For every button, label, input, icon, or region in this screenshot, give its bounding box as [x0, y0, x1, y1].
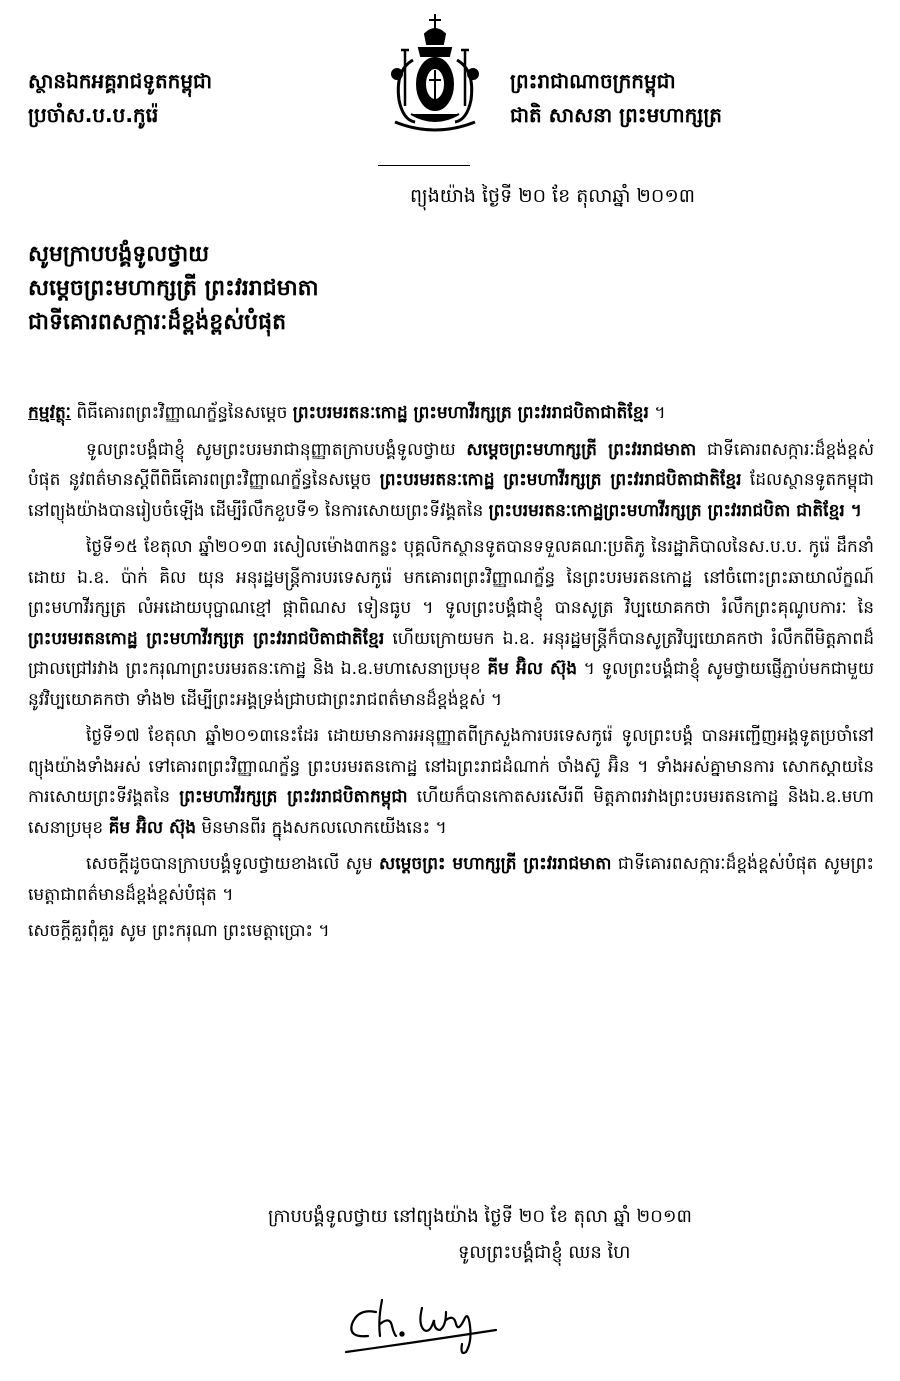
kingdom-header [510, 68, 722, 136]
embassy-header [28, 68, 212, 136]
letter-date: ព្យុងយ៉ាង ថ្ងៃទី ២០ ខែ តុលាឆ្នាំ ២០១៣ [410, 185, 695, 207]
subject-label: កម្មវត្ថុៈ [28, 403, 71, 423]
para2-text-3: ។ ទូលព្រះបង្គំជាខ្ញុំ សូមថ្វាយផ្ញើភ្ជាប់មកជាមួយ នូវវិប្បយោគកថា ទាំង២ ដើម្បីព្រះអង្គទ្រង់ជ្រាបជាព្រះរាជពត៌មានដ៏ខ្ពង់ខ្ពស់ ។ [28, 659, 875, 710]
closing-line: សេចក្តីគួរពុំគួរ សូម ព្រះករុណា ព្រះមេត្តាប្រោះ ។ [28, 921, 330, 941]
letter-body [28, 398, 874, 953]
para4-bold-1: សម្តេចព្រះ មហាក្សត្រី ព្រះវររាជមាតា [379, 854, 612, 874]
subject-end: ។ [648, 403, 666, 423]
para3-text-2: ហើយក៏បានកោតសរសើរពី មិត្តភាពរវាងព្រះបរមរតនកោដ្ឋ និងឯ.ឧ.មហាសេនាប្រមុខ [28, 787, 874, 838]
para1-bold-3: ព្រះបរមរតនៈកោដ្ឋព្រះមហាវីរក្សត្រ ព្រះវររាជបិតា ជាតិខ្មែរ ។ [488, 500, 862, 521]
header-divider [378, 165, 470, 166]
paragraph-1 [28, 435, 874, 527]
para3-bold-1: ព្រះមហាវីរក្សត្រ ព្រះវររាជបិតាកម្ពុជា [179, 787, 408, 807]
para4-text-1: សេចក្តីដូចបានក្រាបបង្គំទូលថ្វាយខាងលើ សូម [86, 854, 380, 874]
para2-text-1: ថ្ងៃទី១៥ ខែតុលា ឆ្នាំ២០១៣ រសៀលម៉ោង៣កន្លះ បុគ្គលិកស្ថានទូតបានទទួលគណៈប្រតិភូ នៃរដ្ឋាភិបាលនៃស.ប.ប. កូរ៉េ ដឹកនាំដោយ ឯ.ឧ. ប៉ាក់ គិល យុន អនុរដ្ឋមន្ត្រីការបរទេសកូរ៉េ មកគោរពព្រះវិញ្ញាណក្ខ័ន្ធ នៃព្រះបរមរតនកោដ្ឋ នៅចំពោះព្រះឆាយាល័ក្ខណ៍ ព្រះមហាវីរក្សត្រ លំអដោយបុប្ផាណខ្មៅ ផ្កាពិណស ទៀនធូប ។ ទូលព្រះបង្គំជាខ្ញុំ បានសូត្រ វិប្បយោគកថា រំលឹកព្រះគុណូបការៈ នៃ [28, 537, 874, 618]
signature-date: ក្រាបបង្គំទូលថ្វាយ នៅព្យុងយ៉ាង ថ្ងៃទី ២០ ខែ តុលា ឆ្នាំ ២០១៣ [268, 1206, 692, 1227]
addressee-block [28, 238, 319, 340]
para1-bold-2: ព្រះបរមរតនៈកោដ្ឋ ព្រះមហាវីរក្សត្រ ព្រះវររាជបិតាជាតិខ្មែរ [379, 470, 742, 490]
paragraph-4 [28, 849, 874, 910]
para1-text-3: ដែលស្ថានទូតកម្ពុជានៅព្យុងយ៉ាងបានរៀបចំឡើង ដើម្បីរំលឹកខួបទី១ នៃការសោយព្រះទីវង្គតនៃ [28, 470, 874, 521]
handwritten-signature [338, 1290, 518, 1360]
subject-text: ពិធីគោរពព្រះវិញ្ញាណក្ខ័ន្ធនៃសម្តេច [70, 403, 293, 423]
embassy-name: ស្ថានឯកអគ្គរាជទូតកម្ពុជា [28, 69, 213, 93]
paragraph-3 [28, 721, 874, 843]
para2-bold-1: ព្រះបរមរតនកោដ្ឋ ព្រះមហាវីរក្សត្រ ព្រះវររាជបិតាជាតិខ្មែរ [28, 628, 385, 649]
addressee-line3: ជាទីគោរពសក្ការៈដ៏ខ្ពង់ខ្ពស់បំផុត [28, 310, 287, 335]
kingdom-name: ព្រះរាជាណាចក្រកម្ពុជា [510, 69, 676, 93]
addressee-line2: សម្តេចព្រះមហាក្សត្រី ព្រះវររាជមាតា [28, 276, 319, 301]
royal-emblem-icon [375, 10, 495, 140]
para3-text-1: ថ្ងៃទី១៧ ខែតុលា ឆ្នាំ២០១៣នេះដែរ ដោយមានការអនុញ្ញាតពីក្រសួងការបរទេសកូរ៉េ ទូលព្រះបង្គំ បានអញ្ជើញអង្គទូតប្រចាំនៅព្យុងយ៉ាងទាំងអស់ ទៅគោរពព្រះវិញ្ញាណក្ខ័ន្ធ ព្រះបរមរតនកោដ្ឋ នៅឯព្រះរាជដំណាក់ ចាំងស៊ូ អ៊ិន ។ ទាំងអស់គ្នាមានការ សោកស្តាយនៃការសោយព្រះទីវង្គតនៃ [28, 726, 874, 807]
para4-text-2: ជាទីគោរពសក្ការៈដ៏ខ្ពង់ខ្ពស់បំផុត សូមព្រះមេត្តាជាពត៌មានដ៏ខ្ពង់ខ្ពស់បំផុត ។ [28, 854, 875, 905]
para1-text-1: ទូលព្រះបង្គំជាខ្ញុំ សូមព្រះបរមរាជានុញ្ញាតក្រាបបង្គំទូលថ្វាយ [86, 439, 467, 460]
para3-text-3: មិនមានពីរ ក្នុងសកលលោកយើងនេះ ។ [195, 817, 447, 838]
subject-bold: ព្រះបរមរតនៈកោដ្ឋ ព្រះមហាវីរក្សត្រ ព្រះវររាជបិតាជាតិខ្មែរ [292, 403, 649, 423]
para1-text-2: ជាទីគោរពសក្ការៈដ៏ខ្ពង់ខ្ពស់បំផុត នូវពត៌មានស្តីពីពិធីគោរពព្រះវិញ្ញាណក្ខ័ន្ធនៃសម្តេច [28, 439, 874, 490]
para2-bold-2: គីម អ៊ិល ស៊ុង [487, 659, 578, 679]
national-motto: ជាតិ សាសនា ព្រះមហាក្សត្រ [510, 103, 722, 127]
para2-text-2: ហើយក្រោយមក ឯ.ឧ. អនុរដ្ឋមន្ត្រីក៏បានសូត្រវិប្បយោគកថា រំលឹកពីមិត្តភាពដ៏ជ្រាលជ្រៅរវាង ព្រះករុណាព្រះបរមរតនៈកោដ្ឋ និង ឯ.ឧ.មហាសេនាប្រមុខ [28, 628, 874, 679]
subject-paragraph [28, 398, 874, 429]
embassy-location: ប្រចាំស.ប.ប.កូរ៉េ [28, 103, 159, 127]
paragraph-2 [28, 532, 874, 715]
signer-name: ទូលព្រះបង្គំជាខ្ញុំ ឈន ហៃ [458, 1242, 631, 1263]
para3-bold-2: គីម អ៊ិល ស៊ុង [108, 817, 196, 838]
para1-bold-1: សម្តេចព្រះមហាក្សត្រី ព្រះវររាជមាតា [466, 439, 697, 460]
addressee-line1: សូមក្រាបបង្គំទូលថ្វាយ [28, 242, 210, 267]
